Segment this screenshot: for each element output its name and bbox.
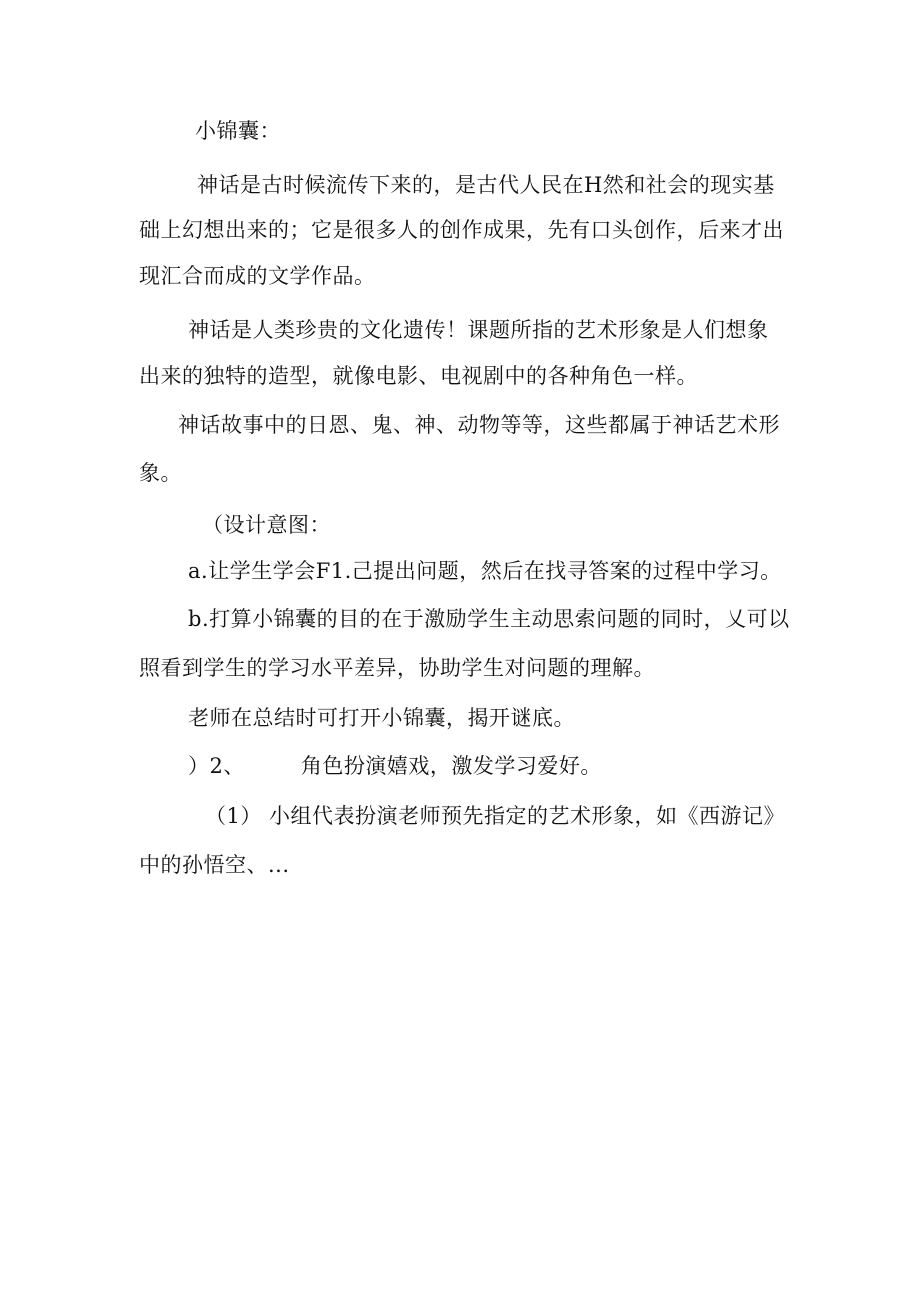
tip-heading: 小锦囊： — [195, 119, 281, 143]
paragraph-myth-figures-line-2: 象。 — [139, 461, 182, 485]
design-intent-item-b-line-1: b.打算小锦囊的目的在于激励学生主动思索问题的同时，乂可以 — [188, 607, 790, 631]
design-intent-item-b-line-2: 照看到学生的学习水平差异，协助学生对问题的理解。 — [139, 656, 655, 680]
paragraph-myth-definition-line-3: 现汇合而成的文学作品。 — [139, 264, 376, 288]
step-1-line-2: 中的孙悟空、... — [139, 853, 290, 877]
paragraph-cultural-heritage-line-1: 神话是人类珍贵的文化遗传！课题所指的艺术形象是人们想象 — [188, 318, 769, 342]
paragraph-cultural-heritage-line-2: 出来的独特的造型，就像电影、电视剧中的各种角色一样。 — [139, 364, 698, 388]
paragraph-myth-definition-line-1: 神话是古时候流传下来的，是古代人民在H然和社会的现实基 — [197, 173, 775, 197]
paragraph-myth-figures-line-1: 神话故事中的日恩、鬼、神、动物等等，这些都属于神话艺术形 — [178, 413, 780, 437]
section-2-number: ）2、 — [188, 754, 245, 778]
section-2-heading — [188, 752, 602, 780]
step-1-line-1: （1） 小组代表扮演老师预先指定的艺术形象，如《西游记》 — [205, 804, 786, 828]
paragraph-myth-definition-line-2: 础上幻想出来的；它是很多人的创作成果，先有口头创作，后来才出 — [139, 218, 784, 242]
teacher-note: 老师在总结时可打开小锦囊，揭开谜底。 — [188, 706, 575, 730]
design-intent-label: （设计意图： — [202, 513, 331, 537]
design-intent-item-a: a.让学生学会F1.己提出问题，然后在找寻答案的过程中学习。 — [188, 559, 782, 583]
section-2-title: 角色扮演嬉戏，激发学习爱好。 — [300, 754, 602, 778]
